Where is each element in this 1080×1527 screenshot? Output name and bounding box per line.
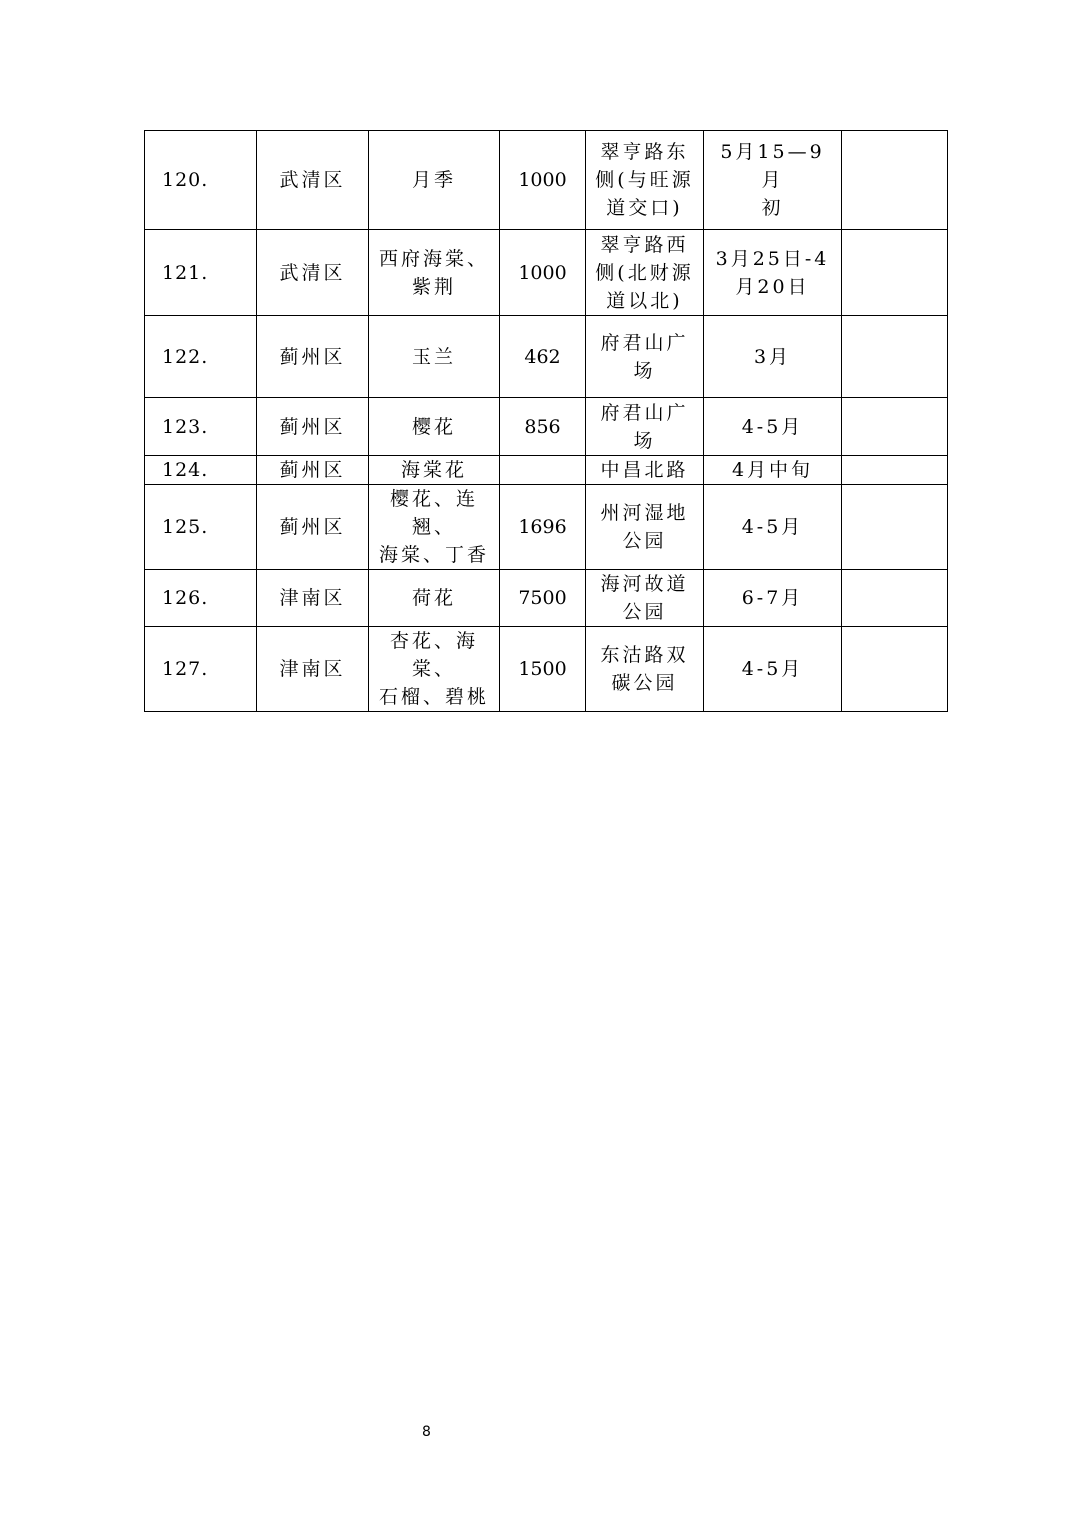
cell-flower xyxy=(369,570,500,627)
cell-location xyxy=(586,316,704,398)
table-row xyxy=(145,570,948,627)
table-row xyxy=(145,456,948,485)
cell-flower xyxy=(369,316,500,398)
table-body xyxy=(145,131,948,712)
cell-count: 1696 xyxy=(500,485,586,570)
cell-flower xyxy=(369,456,500,485)
cell-index: 124. xyxy=(145,456,257,485)
cell-note xyxy=(842,485,948,570)
cell-note xyxy=(842,230,948,316)
table-row xyxy=(145,131,948,230)
page-number: 8 xyxy=(422,1424,431,1440)
cell-index: 120. xyxy=(145,131,257,230)
cell-location-line: 场 xyxy=(633,359,656,382)
cell-location xyxy=(586,456,704,485)
cell-count: 462 xyxy=(500,316,586,398)
cell-location xyxy=(586,627,704,712)
cell-index: 122. xyxy=(145,316,257,398)
cell-flower xyxy=(369,230,500,316)
cell-count: 1000 xyxy=(500,131,586,230)
cell-period xyxy=(704,570,842,627)
cell-period-line: 6-7月 xyxy=(741,587,804,609)
cell-count: 1000 xyxy=(500,230,586,316)
cell-location-line: 道以北) xyxy=(606,289,683,312)
cell-flower-line: 玉兰 xyxy=(411,345,456,368)
cell-district: 武清区 xyxy=(257,131,369,230)
cell-flower-line: 杏花、海棠、 xyxy=(389,630,478,680)
cell-note xyxy=(842,316,948,398)
cell-flower-line: 石榴、碧桃 xyxy=(378,686,489,708)
cell-location xyxy=(586,398,704,456)
cell-note xyxy=(842,627,948,712)
cell-location-line: 公园 xyxy=(622,601,667,623)
cell-index: 127. xyxy=(145,627,257,712)
cell-location-line: 府君山广 xyxy=(600,331,689,354)
flower-viewing-table xyxy=(144,130,948,712)
cell-flower-line: 西府海棠、 xyxy=(378,247,489,270)
cell-location-line: 侧(与旺源 xyxy=(595,169,694,191)
cell-location xyxy=(586,131,704,230)
cell-flower xyxy=(369,131,500,230)
cell-note xyxy=(842,131,948,230)
cell-period-line: 月20日 xyxy=(735,275,810,298)
cell-location-line: 翠亨路东 xyxy=(600,141,689,163)
cell-period-line: 4-5月 xyxy=(741,658,804,680)
cell-period-line: 3月 xyxy=(753,345,792,368)
cell-location-line: 碳公园 xyxy=(611,672,678,694)
cell-note xyxy=(842,456,948,485)
cell-period xyxy=(704,485,842,570)
cell-location xyxy=(586,570,704,627)
cell-location-line: 州河湿地 xyxy=(600,502,689,524)
cell-location-line: 翠亨路西 xyxy=(600,233,689,256)
cell-note xyxy=(842,398,948,456)
cell-count xyxy=(500,456,586,485)
cell-district: 蓟州区 xyxy=(257,398,369,456)
cell-flower xyxy=(369,398,500,456)
cell-period-line: 4-5月 xyxy=(741,516,804,538)
cell-period xyxy=(704,456,842,485)
cell-flower-line: 樱花 xyxy=(411,415,456,438)
cell-flower-line: 海棠花 xyxy=(400,459,467,481)
cell-period-line: 初 xyxy=(761,197,784,219)
cell-district: 蓟州区 xyxy=(257,316,369,398)
table-row xyxy=(145,230,948,316)
cell-location-line: 场 xyxy=(633,429,656,452)
cell-district: 武清区 xyxy=(257,230,369,316)
cell-period xyxy=(704,627,842,712)
cell-period xyxy=(704,316,842,398)
cell-count: 7500 xyxy=(500,570,586,627)
cell-district: 津南区 xyxy=(257,570,369,627)
cell-location-line: 侧(北财源 xyxy=(595,261,694,284)
cell-count: 1500 xyxy=(500,627,586,712)
cell-flower-line: 紫荆 xyxy=(411,275,456,298)
cell-note xyxy=(842,570,948,627)
cell-period xyxy=(704,398,842,456)
cell-location-line: 海河故道 xyxy=(600,573,689,595)
table-row xyxy=(145,627,948,712)
cell-location-line: 府君山广 xyxy=(600,401,689,424)
cell-index: 126. xyxy=(145,570,257,627)
cell-flower-line: 荷花 xyxy=(411,587,456,609)
table-row xyxy=(145,316,948,398)
cell-district: 津南区 xyxy=(257,627,369,712)
cell-period-line: 3月25日-4 xyxy=(715,247,830,270)
cell-district: 蓟州区 xyxy=(257,485,369,570)
cell-period-line: 4月中旬 xyxy=(731,459,814,481)
cell-location xyxy=(586,485,704,570)
cell-flower xyxy=(369,627,500,712)
cell-flower xyxy=(369,485,500,570)
cell-period-line: 4-5月 xyxy=(741,415,804,438)
cell-flower-line: 月季 xyxy=(411,169,456,191)
cell-count: 856 xyxy=(500,398,586,456)
cell-location-line: 东沽路双 xyxy=(600,644,689,666)
cell-district: 蓟州区 xyxy=(257,456,369,485)
table-row xyxy=(145,485,948,570)
cell-flower-line: 海棠、丁香 xyxy=(378,544,489,566)
cell-period xyxy=(704,230,842,316)
cell-location xyxy=(586,230,704,316)
cell-period-line: 5月15—9月 xyxy=(720,141,825,191)
cell-index: 121. xyxy=(145,230,257,316)
cell-location-line: 中昌北路 xyxy=(600,459,689,481)
cell-period xyxy=(704,131,842,230)
cell-location-line: 公园 xyxy=(622,530,667,552)
cell-location-line: 道交口) xyxy=(606,197,683,219)
cell-index: 123. xyxy=(145,398,257,456)
cell-flower-line: 樱花、连翘、 xyxy=(389,488,478,538)
table-row xyxy=(145,398,948,456)
cell-index: 125. xyxy=(145,485,257,570)
